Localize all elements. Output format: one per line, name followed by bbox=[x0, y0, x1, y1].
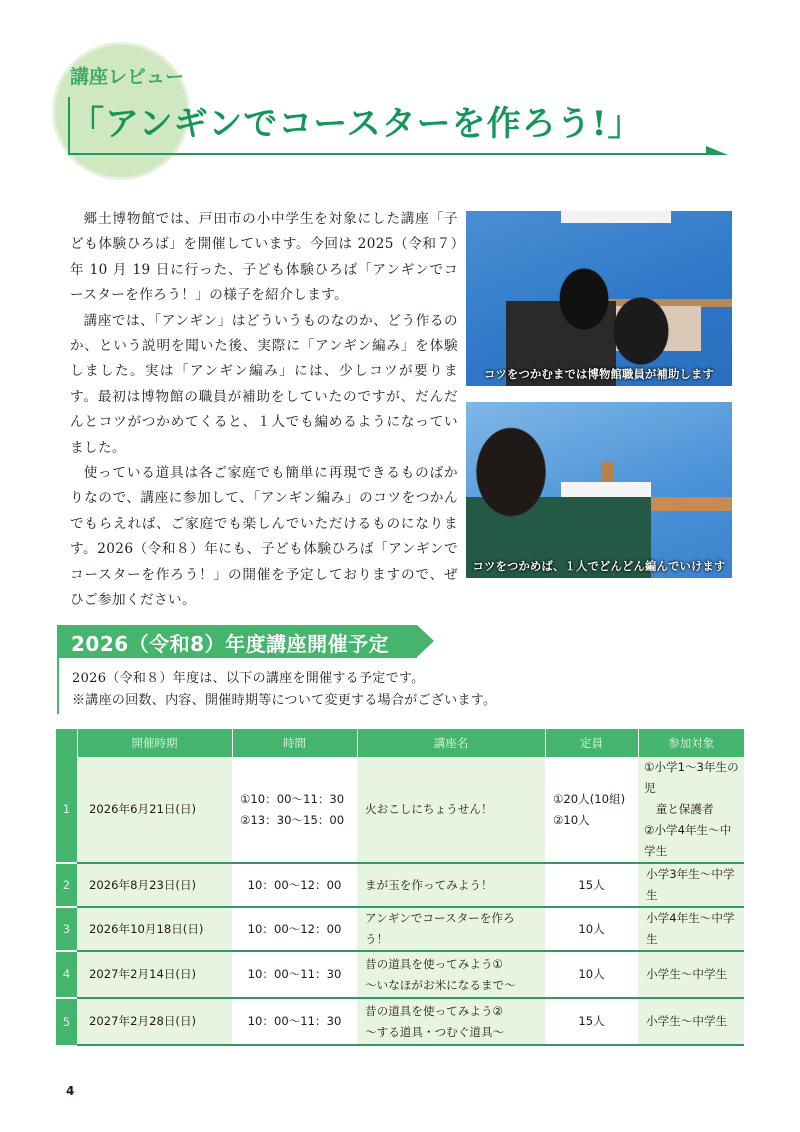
course-subtitle: ～いなほがお米になるまで～ bbox=[365, 977, 516, 992]
cell-capacity: 15人 bbox=[545, 863, 638, 907]
column-header-no bbox=[56, 729, 77, 757]
cell-target: 小学生～中学生 bbox=[638, 998, 744, 1045]
table-header-row bbox=[56, 729, 744, 757]
target-value: 童と保護者 bbox=[655, 802, 714, 816]
row-number: 3 bbox=[56, 907, 77, 951]
section-kicker: 講座レビュー bbox=[70, 66, 185, 88]
schedule-table bbox=[56, 729, 744, 1046]
capacity-value: ①20人(10組) bbox=[553, 791, 626, 806]
article-title: 「アンギンでコースターを作ろう!」 bbox=[70, 104, 643, 144]
page-number: 4 bbox=[66, 1084, 75, 1098]
schedule-section-banner bbox=[57, 625, 417, 658]
cell-time: 10：00～11：30 bbox=[232, 951, 357, 998]
cell-target bbox=[638, 757, 744, 863]
target-value: ①小学1～3年生の児 bbox=[644, 760, 739, 795]
cell-course-name: 火おこしにちょうせん！ bbox=[357, 757, 545, 863]
course-title: 昔の道具を使ってみよう② bbox=[365, 1003, 503, 1018]
cell-target: 小学3年生～中学生 bbox=[638, 863, 744, 907]
cell-target: 小学生～中学生 bbox=[638, 951, 744, 998]
table-row bbox=[56, 998, 744, 1045]
cell-target: 小学4年生～中学生 bbox=[638, 907, 744, 951]
photo-caption: コツをつかむまでは博物館職員が補助します bbox=[484, 368, 714, 381]
cell-date: 2027年2月28日(日) bbox=[77, 998, 232, 1045]
article-body bbox=[70, 207, 458, 614]
section-vertical-rule bbox=[57, 658, 59, 714]
time-slot: ①10：00～11：30 bbox=[240, 791, 345, 806]
cell-course-name bbox=[357, 951, 545, 998]
target-value: ②小学4年生～中学生 bbox=[644, 823, 732, 858]
course-title: 昔の道具を使ってみよう① bbox=[365, 956, 503, 971]
article-header bbox=[0, 0, 800, 200]
row-number: 2 bbox=[56, 863, 77, 907]
cell-time bbox=[232, 757, 357, 863]
cell-date: 2026年6月21日(日) bbox=[77, 757, 232, 863]
article-paragraph: 郷土博物館では、戸田市の小中学生を対象にした講座「子ども体験ひろば」を開催しています。今回は 2025（令和７）年 10 月 19 日に行った、子ども体験ひろば「アンギンでコースターを作ろう！」の様子を紹介します。 bbox=[70, 211, 458, 304]
column-header-course-name: 講座名 bbox=[357, 729, 545, 757]
capacity-value: ②10人 bbox=[553, 812, 590, 827]
table-row bbox=[56, 907, 744, 951]
cell-course-name: まが玉を作ってみよう！ bbox=[357, 863, 545, 907]
cell-date: 2026年10月18日(日) bbox=[77, 907, 232, 951]
cell-course-name: アンギンでコースターを作ろう！ bbox=[357, 907, 545, 951]
schedule-note: ※講座の回数、内容、開催時期等について変更する場合がございます。 bbox=[72, 693, 497, 708]
table-row bbox=[56, 951, 744, 998]
row-number: 1 bbox=[56, 757, 77, 863]
time-slot: ②13：30～15：00 bbox=[240, 812, 345, 827]
cell-date: 2027年2月14日(日) bbox=[77, 951, 232, 998]
arrow-head-icon bbox=[706, 146, 728, 155]
row-number: 5 bbox=[56, 998, 77, 1045]
row-number: 4 bbox=[56, 951, 77, 998]
article-paragraph: 使っている道具は各ご家庭でも簡単に再現できるものばかりなので、講座に参加して、「アンギン編み」のコツをつかんでもらえれば、ご家庭でも楽しんでいただけるものになります。2026（令和８）年にも、子ども体験ひろば「アンギンでコースターを作ろう！」の開催を予定しておりますので、ぜひご参加ください。 bbox=[70, 465, 458, 609]
cell-time: 10：00～11：30 bbox=[232, 998, 357, 1045]
header-horizontal-rule bbox=[68, 153, 708, 155]
cell-course-name bbox=[357, 998, 545, 1045]
photo-staff-assisting bbox=[466, 211, 732, 386]
cell-capacity: 10人 bbox=[545, 907, 638, 951]
course-subtitle: ～する道具・つむぐ道具～ bbox=[365, 1024, 505, 1039]
column-header-target: 参加対象 bbox=[638, 729, 744, 757]
schedule-intro bbox=[72, 668, 496, 712]
table-row bbox=[56, 757, 744, 863]
article-paragraph: 講座では、「アンギン」はどういうものなのか、どう作るのか、という説明を聞いた後、実際に「アンギン編み」を体験しました。実は「アンギン編み」には、少しコツが要ります。最初は博物館の職員が補助をしていたのですが、だんだんとコツがつかめてくると、１人でも編めるようになっていました。 bbox=[70, 312, 458, 456]
photo-child-weaving bbox=[466, 402, 732, 578]
column-header-date: 開催時期 bbox=[77, 729, 232, 757]
schedule-section-title: 2026（令和8）年度講座開催予定 bbox=[71, 632, 390, 656]
column-header-capacity: 定員 bbox=[545, 729, 638, 757]
schedule-intro-line: 2026（令和８）年度は、以下の講座を開催する予定です。 bbox=[72, 671, 425, 686]
cell-time: 10：00～12：00 bbox=[232, 907, 357, 951]
cell-time: 10：00～12：00 bbox=[232, 863, 357, 907]
cell-date: 2026年8月23日(日) bbox=[77, 863, 232, 907]
photo-caption: コツをつかめば、１人でどんどん編んでいけます bbox=[472, 560, 726, 573]
cell-capacity: 10人 bbox=[545, 951, 638, 998]
cell-capacity bbox=[545, 757, 638, 863]
cell-capacity: 15人 bbox=[545, 998, 638, 1045]
table-row bbox=[56, 863, 744, 907]
column-header-time: 時間 bbox=[232, 729, 357, 757]
